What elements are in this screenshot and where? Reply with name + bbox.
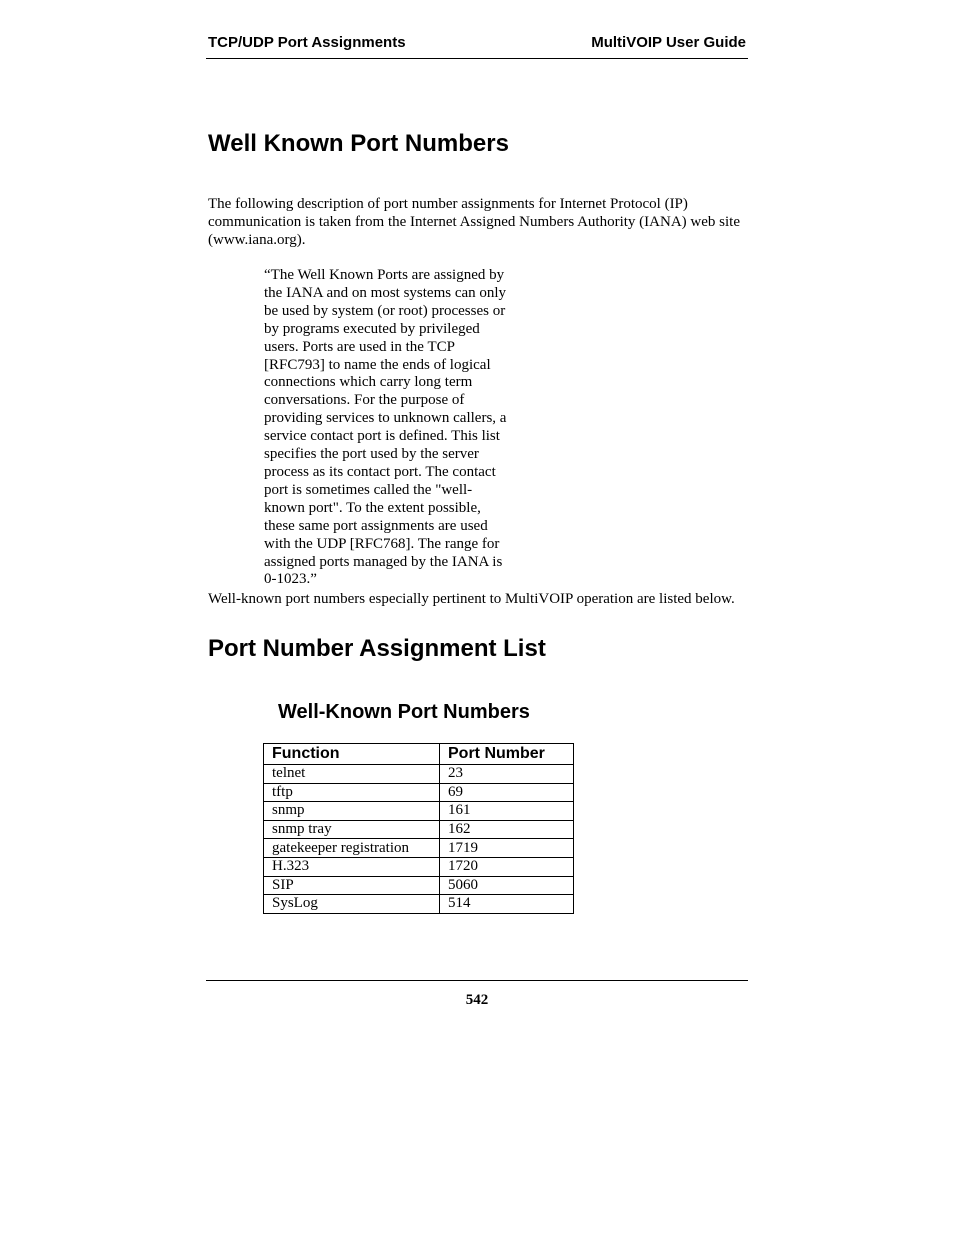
port-cell: 514 xyxy=(440,895,574,914)
quote-line: process as its contact port. The contact xyxy=(264,463,496,480)
section-heading-port-number-assignment-list: Port Number Assignment List xyxy=(208,635,546,662)
port-cell: 69 xyxy=(440,783,574,802)
quote-line: connections which carry long term xyxy=(264,374,473,391)
header-guide-title: MultiVOIP User Guide xyxy=(591,34,746,51)
quote-line: [RFC793] to name the ends of logical xyxy=(264,356,491,373)
column-header-function: Function xyxy=(264,744,440,765)
table-row xyxy=(264,839,574,858)
port-number-table xyxy=(263,743,574,914)
quote-line: conversations. For the purpose of xyxy=(264,392,465,409)
table-row xyxy=(264,857,574,876)
quote-line: “The Well Known Ports are assigned by xyxy=(264,267,505,283)
function-cell: gatekeeper registration xyxy=(264,839,440,858)
page-number: 542 xyxy=(465,992,489,1008)
table-row xyxy=(264,895,574,914)
port-cell: 1720 xyxy=(440,857,574,876)
port-cell: 161 xyxy=(440,802,574,821)
table-title: Well-Known Port Numbers xyxy=(278,701,530,723)
table-row xyxy=(264,820,574,839)
intro-paragraph: The following description of port number assignments for Internet Protocol (IP) communication is taken from the Internet Assigned Numbers Authority (IANA) web site (www.iana.org). xyxy=(208,196,740,248)
function-cell: telnet xyxy=(264,765,440,784)
iana-quote xyxy=(264,267,526,589)
quote-line: with the UDP [RFC768]. The range for xyxy=(264,535,500,552)
table-row xyxy=(264,765,574,784)
port-cell: 162 xyxy=(440,820,574,839)
port-cell: 5060 xyxy=(440,876,574,895)
running-header xyxy=(206,32,748,59)
quote-line: assigned ports managed by the IANA is xyxy=(264,553,503,570)
quote-line: by programs executed by privileged xyxy=(264,320,480,337)
function-cell: SIP xyxy=(264,876,440,895)
pertinent-ports-paragraph: Well-known port numbers especially pertinent to MultiVOIP operation are listed below. xyxy=(208,591,735,607)
quote-line: specifies the port used by the server xyxy=(264,446,479,463)
quote-line: be used by system (or root) processes or xyxy=(264,302,506,319)
function-cell: H.323 xyxy=(264,857,440,876)
table-header-row xyxy=(264,744,574,765)
section-heading-well-known-port-numbers: Well Known Port Numbers xyxy=(208,130,509,157)
function-cell: snmp tray xyxy=(264,820,440,839)
footer-rule xyxy=(206,980,748,981)
column-header-port-number: Port Number xyxy=(440,744,574,765)
quote-line: service contact port is defined. This list xyxy=(264,428,500,445)
quote-line: users. Ports are used in the TCP xyxy=(264,338,455,355)
function-cell: tftp xyxy=(264,783,440,802)
table-row xyxy=(264,783,574,802)
table-row xyxy=(264,802,574,821)
quote-line: providing services to unknown callers, a xyxy=(264,410,507,427)
function-cell: SysLog xyxy=(264,895,440,914)
quote-line: port is sometimes called the "well- xyxy=(264,481,473,498)
quote-line: 0-1023.” xyxy=(264,571,317,588)
port-cell: 1719 xyxy=(440,839,574,858)
quote-line: known port". To the extent possible, xyxy=(264,499,481,516)
port-cell: 23 xyxy=(440,765,574,784)
header-section-title: TCP/UDP Port Assignments xyxy=(208,34,406,51)
function-cell: snmp xyxy=(264,802,440,821)
quote-line: the IANA and on most systems can only xyxy=(264,284,507,301)
quote-line: these same port assignments are used xyxy=(264,517,488,534)
table-row xyxy=(264,876,574,895)
